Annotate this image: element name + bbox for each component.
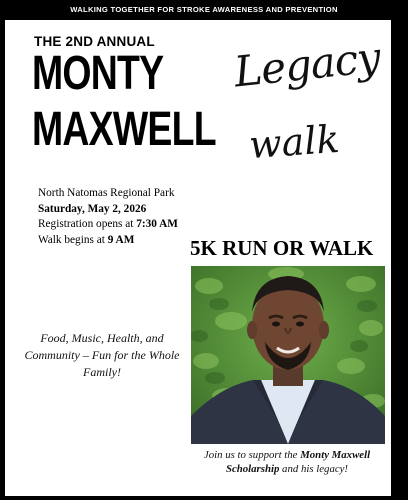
support-message [190, 448, 384, 476]
legacy-script-text: Legacy [231, 32, 383, 97]
event-location: North Natomas Regional Park [38, 187, 175, 199]
last-name-heading: MAXWELL [32, 103, 216, 156]
run-walk-headline: 5K RUN OR WALK [190, 236, 374, 260]
top-banner: WALKING TOGETHER FOR STROKE AWARENESS AND PREVENTION [70, 5, 338, 14]
support-prefix: Join us to support the [203, 449, 301, 461]
event-date: Saturday, May 2, 2026 [38, 202, 147, 215]
tagline: Food, Music, Health, and Community – Fun for the Whole Family! [24, 331, 180, 379]
event-details [38, 186, 178, 248]
first-name-heading: MONTY [32, 47, 164, 100]
support-suffix: and his legacy! [279, 463, 349, 475]
walk-time: 9 AM [107, 233, 135, 246]
registration-prefix: Registration opens at [38, 218, 137, 230]
portrait-photo [191, 266, 385, 444]
portrait-illustration [191, 266, 385, 444]
walk-prefix: Walk begins at [38, 233, 108, 246]
annual-label: THE 2ND ANNUAL [34, 34, 155, 49]
registration-time: 7:30 AM [136, 218, 178, 230]
scholarship-name: Monty Maxwell Scholarship [225, 449, 371, 475]
registration-line [38, 217, 178, 233]
walk-start-line [38, 233, 178, 249]
walk-script-text: walk [247, 116, 341, 168]
